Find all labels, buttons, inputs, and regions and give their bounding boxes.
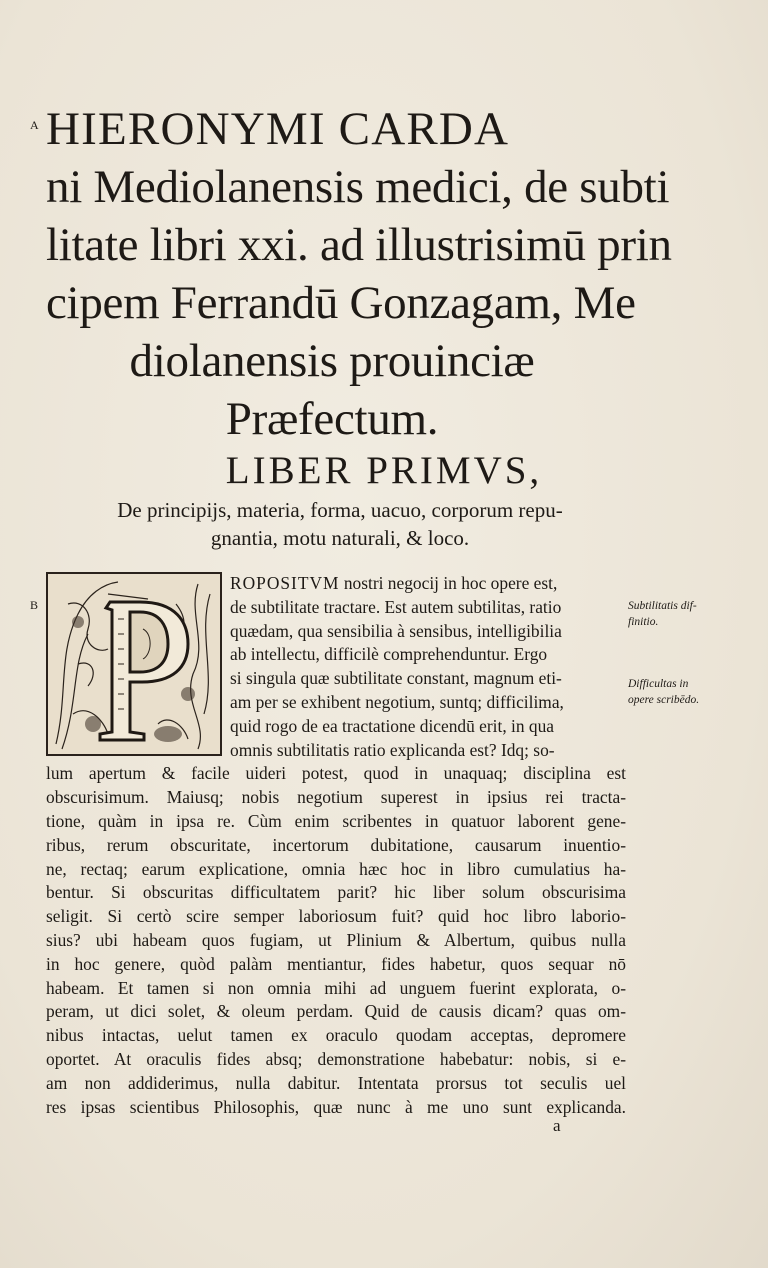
- title-line-2: ni Mediolanensis medici, de subti: [46, 161, 670, 213]
- body-line-2: de subtilitate tractare. Est autem subtilitas, ratio: [230, 596, 562, 617]
- body-line-4: ab intellectu, difficilè comprehenduntur. Ergo: [230, 644, 548, 665]
- body-line-15: seligit. Si certò scire semper laboriosum fuit? quid hoc libro laborio-: [46, 906, 626, 927]
- catchword: a: [553, 1116, 561, 1135]
- margin-note-definition: [628, 598, 697, 630]
- body-line-23: res ipsas scientibus Philosophis, quæ nunc à me uno sunt explicanda.: [46, 1096, 626, 1117]
- chapter-subtitle: [80, 496, 600, 552]
- body-line-20: nibus intactas, uelut tamen ex oraculo quodam acceptas, depromere: [46, 1025, 626, 1046]
- body-line-12: ribus, rerum obscuritate, incertorum dubitatione, causarum inuentio-: [46, 834, 626, 855]
- body-line-14: bentur. Si obscuritas difficultatem parit? hic liber solum obscurisima: [46, 882, 626, 903]
- body-line-5: si singula quæ subtilitate constant, magnum eti-: [230, 668, 562, 689]
- body-line-13: ne, rectaq; earum explicatione, omnia hæc hoc in libro cumulatius ha-: [46, 858, 626, 879]
- title-line-3: litate libri xxi. ad illustrisimū prin: [46, 219, 672, 271]
- body-line-18: habeam. Et tamen si non omnia mihi ad unguem fuerint explorata, o-: [46, 977, 626, 998]
- title-block: [46, 100, 672, 448]
- margin-note-2-line-2: opere scribēdo.: [628, 694, 700, 706]
- body-text: [46, 572, 626, 1119]
- body-line-22: am non addiderimus, nulla dabitur. Intentata prorsus tot seculis uel: [46, 1072, 626, 1093]
- body-line-10: obscurisimum. Maiusq; nobis negotium superest in ipsius rei tracta-: [46, 787, 626, 808]
- body-line-1: [46, 572, 626, 596]
- body-line-19: peram, ut dici solet, & oleum perdam. Quid de causis dicam? quas om-: [46, 1001, 626, 1022]
- body-line-1-text: nostri negocij in hoc opere est,: [339, 573, 558, 593]
- subtitle-line-1: De principijs, materia, forma, uacuo, corporum repu-: [117, 498, 563, 522]
- margin-note-1-line-1: Subtilitatis dif-: [628, 600, 697, 612]
- margin-note-difficulty: [628, 676, 699, 708]
- body-line-7: quid rogo de ea tractatione dicendū erit, in qua: [230, 715, 555, 736]
- body-line-8: omnis subtilitatis ratio explicanda est? Idq; so-: [230, 739, 555, 760]
- first-word-rest: ROPOSITVM: [230, 573, 340, 593]
- title-line-4: cipem Ferrandū Gonzagam, Me: [46, 277, 636, 329]
- subtitle-line-2: gnantia, motu naturali, & loco.: [210, 526, 470, 550]
- body-line-3: quædam, qua sensibilia à sensibus, intelligibilia: [230, 620, 562, 641]
- body-line-6: am per se exhibent negotium, suntq; difficilima,: [230, 691, 564, 712]
- signature-mark-a: A: [30, 118, 39, 132]
- title-line-5: diolanensis prouinciæ: [129, 335, 535, 387]
- body-line-16: sius? ubi habeam quos fugiam, ut Plinium & Albertum, quibus nulla: [46, 929, 626, 950]
- book-heading: LIBER PRIMVS,: [225, 449, 543, 492]
- title-line-6: Præfectum.: [225, 393, 439, 445]
- body-line-11: tione, quàm in ipsa re. Cùm enim scribentes in quatuor laborent gene-: [46, 810, 626, 831]
- title-line-1: HIERONYMI CARDA: [46, 103, 510, 155]
- signature-mark-b: B: [30, 598, 39, 612]
- body-line-21: oportet. At oraculis fides absq; demonstratione habebatur: nobis, si e-: [46, 1048, 626, 1069]
- margin-note-2-line-1: Difficultas in: [628, 678, 689, 690]
- margin-note-1-line-2: finitio.: [628, 616, 659, 628]
- body-line-9: lum apertum & facile uideri potest, quod in unaquaq; disciplina est: [46, 763, 626, 784]
- body-line-17: in hoc genere, quòd palàm mentiantur, fides habetur, quos sequar nō: [46, 953, 626, 974]
